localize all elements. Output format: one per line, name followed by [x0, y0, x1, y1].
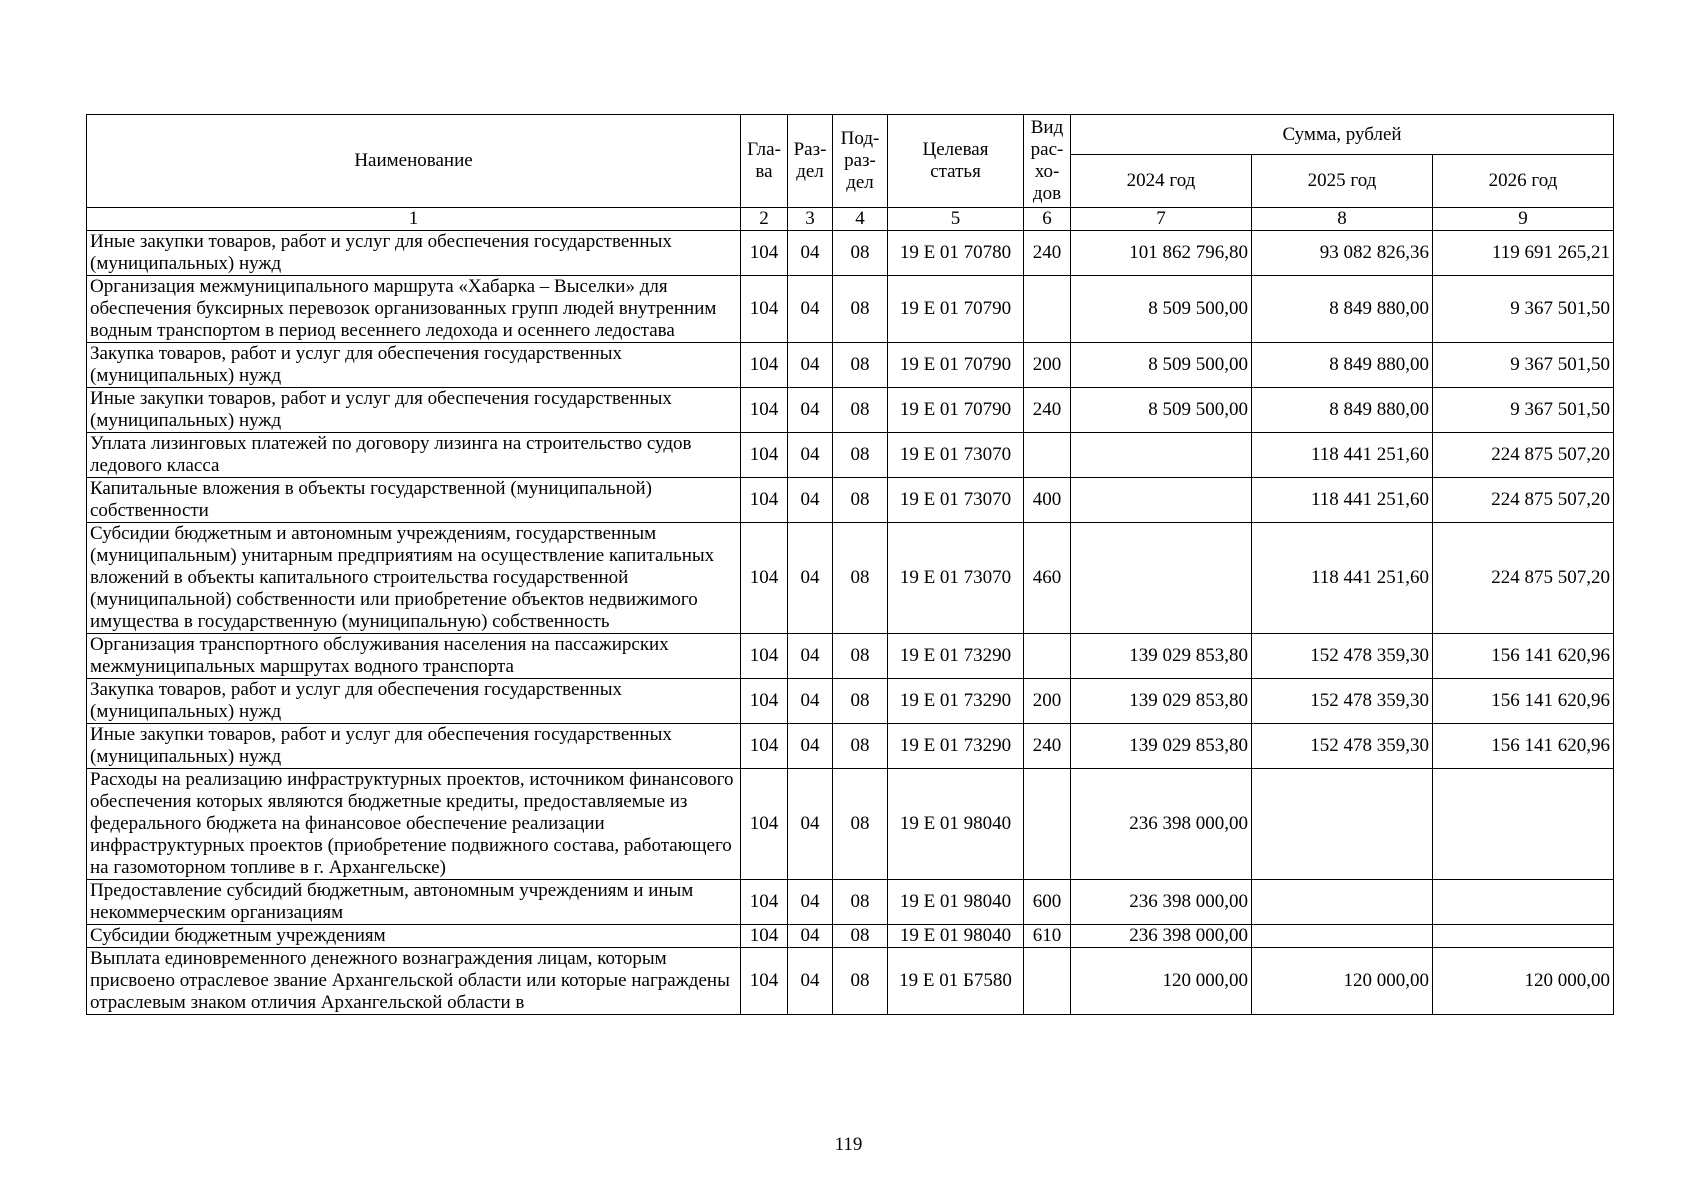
- row-razdel: 04: [788, 925, 833, 948]
- row-name: Капитальные вложения в объекты государственной (муниципальной) собственности: [87, 478, 741, 523]
- row-celevaya-statya: 19 Е 01 73070: [888, 433, 1024, 478]
- row-amount-2024: 8 509 500,00: [1071, 276, 1252, 343]
- row-podrazdel: 08: [833, 343, 888, 388]
- table-row: [87, 433, 1614, 478]
- row-podrazdel: 08: [833, 433, 888, 478]
- row-vid-rashodov: 610: [1024, 925, 1071, 948]
- row-vid-rashodov: 240: [1024, 388, 1071, 433]
- row-glava: 104: [741, 679, 788, 724]
- header-name: Наименование: [87, 115, 741, 208]
- row-razdel: 04: [788, 724, 833, 769]
- row-amount-2026: 9 367 501,50: [1433, 343, 1614, 388]
- row-vid-rashodov: [1024, 634, 1071, 679]
- row-amount-2026: 156 141 620,96: [1433, 634, 1614, 679]
- row-name: Субсидии бюджетным и автономным учреждениям, государственным (муниципальным) унитарным предприятиям на осуществление капитальных вложений в объекты капитального строительства государственной (муниципальной) собственности или приобретение объектов недвижимого имущества в государственную (муниципальную) собственность: [87, 523, 741, 634]
- row-amount-2026: 224 875 507,20: [1433, 433, 1614, 478]
- row-razdel: 04: [788, 880, 833, 925]
- row-razdel: 04: [788, 388, 833, 433]
- col-number: 6: [1024, 208, 1071, 231]
- header-glava: Гла- ва: [741, 115, 788, 208]
- row-amount-2026: 156 141 620,96: [1433, 724, 1614, 769]
- col-number: 8: [1252, 208, 1433, 231]
- col-number: 3: [788, 208, 833, 231]
- row-glava: 104: [741, 948, 788, 1015]
- row-amount-2026: 224 875 507,20: [1433, 523, 1614, 634]
- row-name: Субсидии бюджетным учреждениям: [87, 925, 741, 948]
- row-amount-2024: 139 029 853,80: [1071, 679, 1252, 724]
- table-row: [87, 769, 1614, 880]
- row-razdel: 04: [788, 679, 833, 724]
- row-celevaya-statya: 19 Е 01 70790: [888, 343, 1024, 388]
- row-name: Расходы на реализацию инфраструктурных проектов, источником финансового обеспечения которых являются бюджетные кредиты, предоставляемые из федерального бюджета на финансовое обеспечение реализации инфраструктурных проектов (приобретение подвижного состава, работающего на газомоторном топливе в г. Архангельске): [87, 769, 741, 880]
- col-number: 4: [833, 208, 888, 231]
- row-name: Предоставление субсидий бюджетным, автономным учреждениям и иным некоммерческим организациям: [87, 880, 741, 925]
- col-number: 9: [1433, 208, 1614, 231]
- col-number: 2: [741, 208, 788, 231]
- row-glava: 104: [741, 343, 788, 388]
- row-glava: 104: [741, 388, 788, 433]
- table-row: [87, 880, 1614, 925]
- row-amount-2025: 152 478 359,30: [1252, 634, 1433, 679]
- row-amount-2025: 8 849 880,00: [1252, 343, 1433, 388]
- table-body: [87, 231, 1614, 1015]
- row-amount-2026: [1433, 925, 1614, 948]
- row-celevaya-statya: 19 Е 01 98040: [888, 880, 1024, 925]
- header-vid: Вид рас- хо- дов: [1024, 115, 1071, 208]
- col-number: 7: [1071, 208, 1252, 231]
- row-vid-rashodov: [1024, 948, 1071, 1015]
- table-row: [87, 679, 1614, 724]
- header-year-2025: 2025 год: [1252, 155, 1433, 208]
- table-row: [87, 523, 1614, 634]
- row-vid-rashodov: 200: [1024, 679, 1071, 724]
- row-amount-2024: [1071, 478, 1252, 523]
- row-amount-2024: 139 029 853,80: [1071, 724, 1252, 769]
- row-amount-2024: 8 509 500,00: [1071, 388, 1252, 433]
- row-glava: 104: [741, 880, 788, 925]
- row-celevaya-statya: 19 Е 01 73290: [888, 634, 1024, 679]
- table-row: [87, 724, 1614, 769]
- row-razdel: 04: [788, 478, 833, 523]
- row-podrazdel: 08: [833, 388, 888, 433]
- row-amount-2024: 120 000,00: [1071, 948, 1252, 1015]
- row-amount-2024: 236 398 000,00: [1071, 769, 1252, 880]
- row-celevaya-statya: 19 Е 01 98040: [888, 925, 1024, 948]
- row-name: Организация межмуниципального маршрута «Хабарка – Выселки» для обеспечения буксирных перевозок организованных групп людей внутренним водным транспортом в период весеннего ледохода и осеннего ледостава: [87, 276, 741, 343]
- budget-table: [86, 114, 1614, 1015]
- row-amount-2026: [1433, 769, 1614, 880]
- row-amount-2025: [1252, 880, 1433, 925]
- row-name: Закупка товаров, работ и услуг для обеспечения государственных (муниципальных) нужд: [87, 679, 741, 724]
- row-amount-2025: 118 441 251,60: [1252, 478, 1433, 523]
- row-amount-2026: 120 000,00: [1433, 948, 1614, 1015]
- row-podrazdel: 08: [833, 276, 888, 343]
- row-podrazdel: 08: [833, 634, 888, 679]
- row-podrazdel: 08: [833, 478, 888, 523]
- header-summa: Сумма, рублей: [1071, 115, 1614, 155]
- row-amount-2024: 139 029 853,80: [1071, 634, 1252, 679]
- row-amount-2024: 101 862 796,80: [1071, 231, 1252, 276]
- row-vid-rashodov: [1024, 433, 1071, 478]
- row-amount-2026: 224 875 507,20: [1433, 478, 1614, 523]
- row-amount-2026: 9 367 501,50: [1433, 276, 1614, 343]
- row-vid-rashodov: 600: [1024, 880, 1071, 925]
- row-podrazdel: 08: [833, 925, 888, 948]
- row-vid-rashodov: 460: [1024, 523, 1071, 634]
- row-podrazdel: 08: [833, 948, 888, 1015]
- row-vid-rashodov: 400: [1024, 478, 1071, 523]
- table-row: [87, 478, 1614, 523]
- row-amount-2024: 236 398 000,00: [1071, 880, 1252, 925]
- row-amount-2024: 8 509 500,00: [1071, 343, 1252, 388]
- row-amount-2024: 236 398 000,00: [1071, 925, 1252, 948]
- row-celevaya-statya: 19 Е 01 70790: [888, 276, 1024, 343]
- row-vid-rashodov: 240: [1024, 724, 1071, 769]
- row-name: Закупка товаров, работ и услуг для обеспечения государственных (муниципальных) нужд: [87, 343, 741, 388]
- row-podrazdel: 08: [833, 523, 888, 634]
- row-razdel: 04: [788, 231, 833, 276]
- row-razdel: 04: [788, 769, 833, 880]
- row-amount-2025: 8 849 880,00: [1252, 276, 1433, 343]
- table-row: [87, 388, 1614, 433]
- row-name: Иные закупки товаров, работ и услуг для обеспечения государственных (муниципальных) нужд: [87, 231, 741, 276]
- row-glava: 104: [741, 634, 788, 679]
- row-vid-rashodov: [1024, 276, 1071, 343]
- row-razdel: 04: [788, 634, 833, 679]
- row-vid-rashodov: [1024, 769, 1071, 880]
- table-row: [87, 948, 1614, 1015]
- table-row: [87, 231, 1614, 276]
- row-vid-rashodov: 200: [1024, 343, 1071, 388]
- row-amount-2025: 152 478 359,30: [1252, 724, 1433, 769]
- row-celevaya-statya: 19 Е 01 73070: [888, 478, 1024, 523]
- row-glava: 104: [741, 925, 788, 948]
- row-amount-2024: [1071, 433, 1252, 478]
- row-name: Организация транспортного обслуживания населения на пассажирских межмуниципальных маршрутах водного транспорта: [87, 634, 741, 679]
- row-celevaya-statya: 19 Е 01 73070: [888, 523, 1024, 634]
- row-amount-2026: 119 691 265,21: [1433, 231, 1614, 276]
- row-celevaya-statya: 19 Е 01 Б7580: [888, 948, 1024, 1015]
- header-podrazdel: Под- раз- дел: [833, 115, 888, 208]
- row-celevaya-statya: 19 Е 01 70790: [888, 388, 1024, 433]
- page-number: 119: [834, 1134, 863, 1155]
- row-celevaya-statya: 19 Е 01 73290: [888, 679, 1024, 724]
- row-name: Выплата единовременного денежного вознаграждения лицам, которым присвоено отраслевое звание Архангельской области или которые награждены отраслевым знаком отличия Архангельской области в: [87, 948, 741, 1015]
- row-razdel: 04: [788, 948, 833, 1015]
- row-glava: 104: [741, 478, 788, 523]
- col-number: 1: [87, 208, 741, 231]
- row-amount-2025: 152 478 359,30: [1252, 679, 1433, 724]
- row-amount-2025: 8 849 880,00: [1252, 388, 1433, 433]
- table-row: [87, 634, 1614, 679]
- row-podrazdel: 08: [833, 769, 888, 880]
- row-glava: 104: [741, 433, 788, 478]
- row-amount-2024: [1071, 523, 1252, 634]
- header-year-2024: 2024 год: [1071, 155, 1252, 208]
- row-razdel: 04: [788, 523, 833, 634]
- row-amount-2026: 156 141 620,96: [1433, 679, 1614, 724]
- row-amount-2025: 118 441 251,60: [1252, 523, 1433, 634]
- table-row: [87, 343, 1614, 388]
- row-celevaya-statya: 19 Е 01 73290: [888, 724, 1024, 769]
- row-glava: 104: [741, 724, 788, 769]
- header-razdel: Раз- дел: [788, 115, 833, 208]
- row-celevaya-statya: 19 Е 01 70780: [888, 231, 1024, 276]
- column-number-row: [87, 208, 1614, 231]
- row-glava: 104: [741, 523, 788, 634]
- row-podrazdel: 08: [833, 724, 888, 769]
- row-amount-2026: [1433, 880, 1614, 925]
- row-amount-2026: 9 367 501,50: [1433, 388, 1614, 433]
- row-glava: 104: [741, 231, 788, 276]
- row-razdel: 04: [788, 276, 833, 343]
- row-glava: 104: [741, 769, 788, 880]
- row-amount-2025: [1252, 769, 1433, 880]
- row-celevaya-statya: 19 Е 01 98040: [888, 769, 1024, 880]
- table-row: [87, 925, 1614, 948]
- row-amount-2025: [1252, 925, 1433, 948]
- row-razdel: 04: [788, 343, 833, 388]
- row-amount-2025: 93 082 826,36: [1252, 231, 1433, 276]
- row-razdel: 04: [788, 433, 833, 478]
- row-name: Иные закупки товаров, работ и услуг для обеспечения государственных (муниципальных) нужд: [87, 388, 741, 433]
- row-vid-rashodov: 240: [1024, 231, 1071, 276]
- row-name: Уплата лизинговых платежей по договору лизинга на строительство судов ледового класса: [87, 433, 741, 478]
- row-amount-2025: 120 000,00: [1252, 948, 1433, 1015]
- row-amount-2025: 118 441 251,60: [1252, 433, 1433, 478]
- table-row: [87, 276, 1614, 343]
- header-celevaya: Целевая статья: [888, 115, 1024, 208]
- row-name: Иные закупки товаров, работ и услуг для обеспечения государственных (муниципальных) нужд: [87, 724, 741, 769]
- row-podrazdel: 08: [833, 679, 888, 724]
- row-podrazdel: 08: [833, 231, 888, 276]
- col-number: 5: [888, 208, 1024, 231]
- header-year-2026: 2026 год: [1433, 155, 1614, 208]
- row-podrazdel: 08: [833, 880, 888, 925]
- row-glava: 104: [741, 276, 788, 343]
